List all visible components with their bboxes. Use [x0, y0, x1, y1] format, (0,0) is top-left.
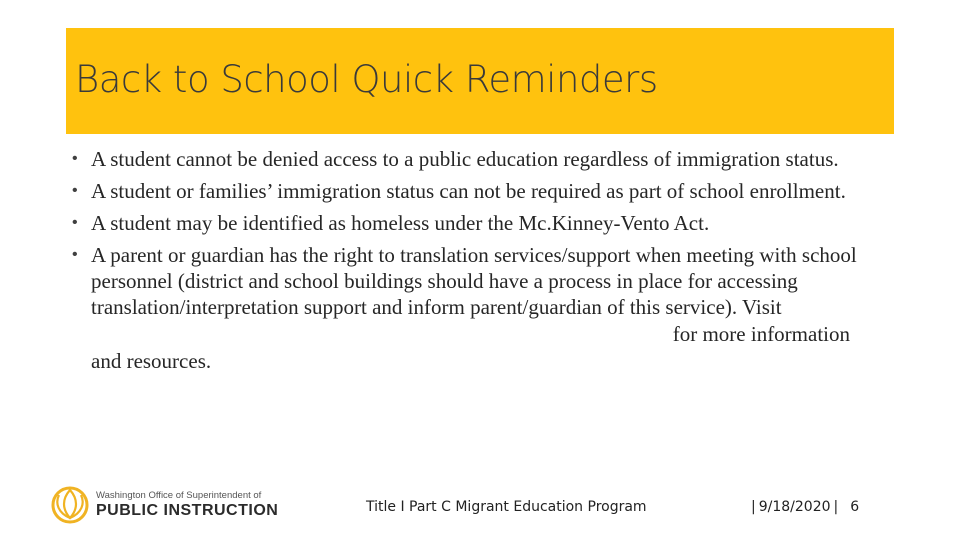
- list-item: [72, 146, 902, 172]
- footer-separator: |: [833, 499, 839, 515]
- footer-separator: |: [751, 499, 756, 515]
- list-item: [72, 210, 902, 236]
- bullet-text-main: A parent or guardian has the right to translation services/support when meeting with school personnel (district and school buildings should have a process in place for accessing translation/interpretation support and inform parent/guardian of this service). Visit: [91, 243, 857, 319]
- slide-title: Back to School Quick Reminders: [75, 58, 658, 101]
- footer-program: Title I Part C Migrant Education Program: [366, 499, 647, 515]
- title-band: [66, 28, 894, 134]
- ospi-logo: [50, 485, 278, 525]
- bullet-dot-icon: •: [72, 150, 78, 167]
- bullet-dot-icon: •: [72, 246, 78, 263]
- list-item: [72, 178, 902, 204]
- bullet-text: A student or families’ immigration status can not be required as part of school enrollment.: [91, 179, 846, 203]
- footer-date: 9/18/2020: [758, 499, 831, 515]
- logo-subtitle: Washington Office of Superintendent of: [96, 490, 262, 501]
- footer-meta: [748, 499, 859, 515]
- page-number: 6: [850, 499, 860, 515]
- resources-text: and resources.: [91, 349, 212, 373]
- logo-title: PUBLIC INSTRUCTION: [96, 502, 279, 519]
- sunburst-logo-icon: [50, 485, 90, 525]
- bullet-dot-icon: •: [72, 182, 78, 199]
- bullet-text: [91, 242, 902, 374]
- bullet-list: [72, 146, 902, 380]
- list-item: [72, 242, 902, 374]
- bullet-text: A student may be identified as homeless under the Mc.Kinney-Vento Act.: [91, 211, 710, 235]
- bullet-dot-icon: •: [72, 214, 78, 231]
- bullet-text: A student cannot be denied access to a public education regardless of immigration status.: [91, 147, 839, 171]
- more-info-text: for more information: [672, 322, 850, 346]
